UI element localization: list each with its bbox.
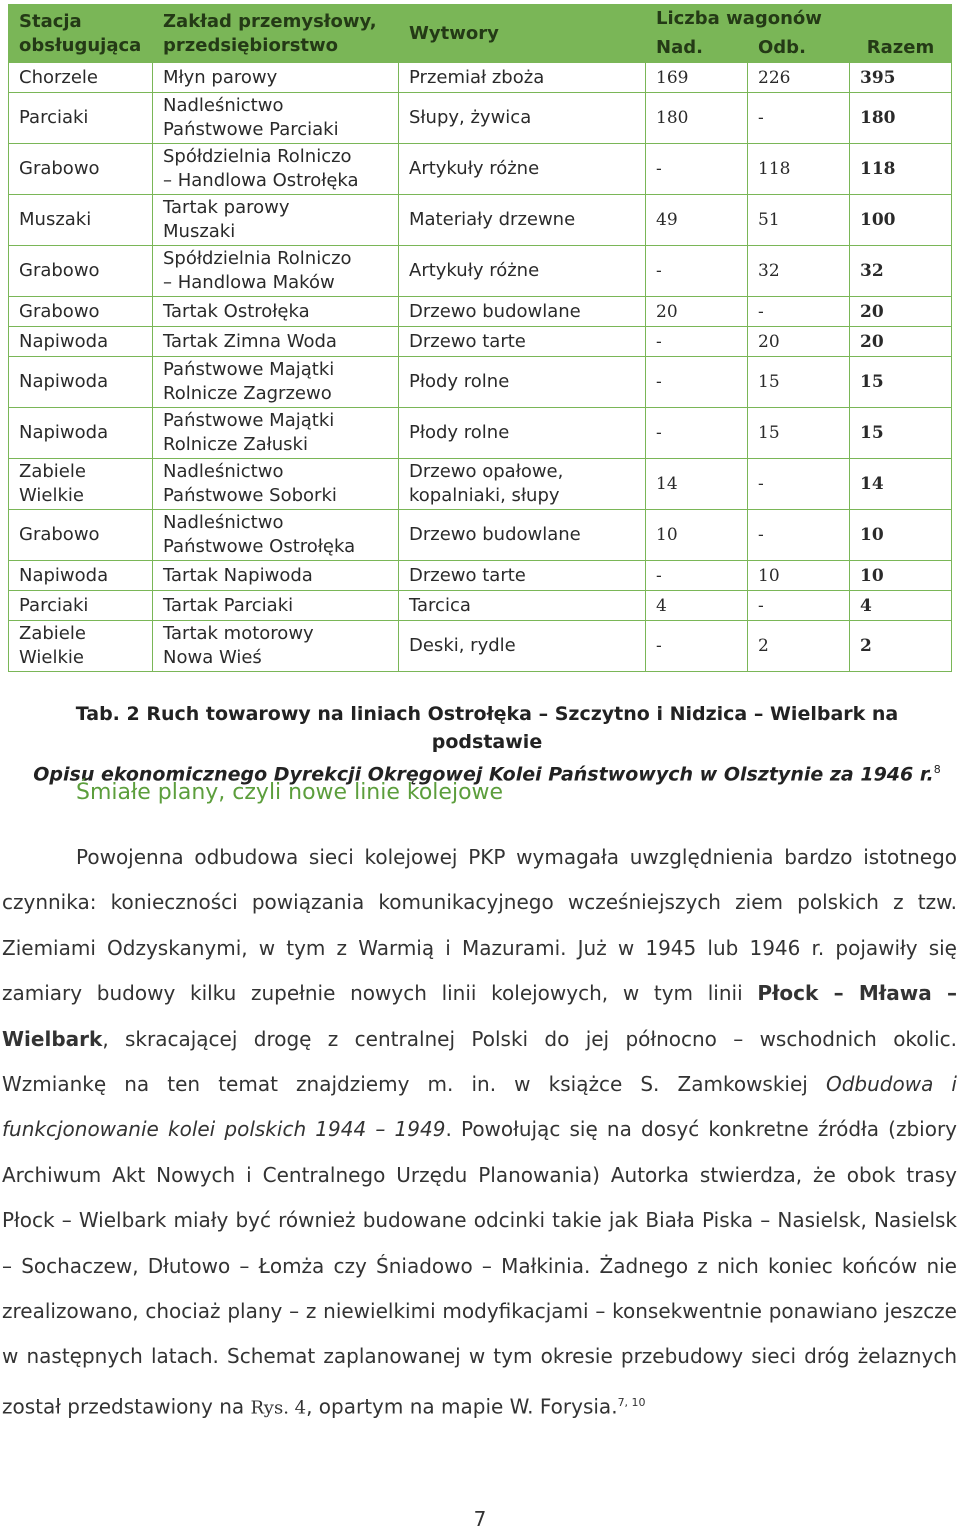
cell-total: 4 <box>850 591 952 621</box>
header-products: Wytwory <box>399 5 646 63</box>
cell-sent: 169 <box>646 63 748 93</box>
cell-sent: - <box>646 246 748 297</box>
cell-sent: - <box>646 621 748 672</box>
cell-received: 15 <box>748 357 850 408</box>
cell-total: 100 <box>850 195 952 246</box>
table-row <box>9 297 952 327</box>
cell-total: 14 <box>850 459 952 510</box>
cell-plant-line: Tartak Parciaki <box>163 594 294 616</box>
cell-received: - <box>748 297 850 327</box>
cell-station-line: Grabowo <box>19 300 100 322</box>
page-number: 7 <box>473 1507 487 1531</box>
paragraph-footnote-ref: 7, 10 <box>617 1395 646 1409</box>
cell-plant <box>153 510 399 561</box>
header-station: Stacja obsługująca <box>9 5 153 63</box>
cell-products <box>399 408 646 459</box>
cell-station <box>9 93 153 144</box>
caption-source: Opisu ekonomicznego Dyrekcji Okręgowej Kolei Państwowych w Olsztynie za 1946 r. <box>33 763 934 786</box>
cell-station <box>9 357 153 408</box>
cell-products <box>399 621 646 672</box>
cell-plant-line: Państwowe Parciaki <box>163 119 339 140</box>
cell-products-line: Artykuły różne <box>409 260 540 281</box>
cell-plant <box>153 621 399 672</box>
freight-table <box>8 4 952 672</box>
cell-plant <box>153 297 399 327</box>
cell-products-line: Przemiał zboża <box>409 66 545 88</box>
cell-sent: - <box>646 561 748 591</box>
cell-total: 10 <box>850 510 952 561</box>
cell-received: 15 <box>748 408 850 459</box>
cell-total: 15 <box>850 357 952 408</box>
cell-plant-line: – Handlowa Maków <box>163 272 335 293</box>
cell-station-line: Grabowo <box>19 524 100 545</box>
cell-station-line: Napiwoda <box>19 330 109 352</box>
cell-plant-line: Tartak Zimna Woda <box>163 330 337 352</box>
cell-station <box>9 195 153 246</box>
figure-reference: Rys. 4 <box>250 1397 307 1419</box>
cell-products-line: Drzewo opałowe, <box>409 461 564 482</box>
table-row <box>9 93 952 144</box>
table-row <box>9 357 952 408</box>
paragraph-bold-route: Płock – Mława – Wielbark <box>2 981 957 1051</box>
paragraph-text-4: , opartym na mapie W. Forysia. <box>306 1394 618 1419</box>
cell-received: 32 <box>748 246 850 297</box>
table-row <box>9 144 952 195</box>
cell-station <box>9 246 153 297</box>
cell-station-line: Wielkie <box>19 647 84 668</box>
cell-received: 51 <box>748 195 850 246</box>
cell-products <box>399 459 646 510</box>
cell-station <box>9 591 153 621</box>
cell-received: - <box>748 93 850 144</box>
cell-station-line: Wielkie <box>19 485 84 506</box>
cell-received: 20 <box>748 327 850 357</box>
cell-plant-line: Rolnicze Załuski <box>163 434 308 455</box>
cell-station <box>9 144 153 195</box>
section-title: Śmiałe plany, czyli nowe linie kolejowe <box>76 780 504 805</box>
cell-total: 15 <box>850 408 952 459</box>
cell-station-line: Muszaki <box>19 209 92 230</box>
cell-plant-line: Muszaki <box>163 221 236 242</box>
cell-plant <box>153 357 399 408</box>
cell-sent: 14 <box>646 459 748 510</box>
cell-plant-line: Rolnicze Zagrzewo <box>163 383 332 404</box>
cell-station <box>9 621 153 672</box>
cell-station-line: Chorzele <box>19 66 98 88</box>
cell-total: 32 <box>850 246 952 297</box>
cell-total: 118 <box>850 144 952 195</box>
table-row <box>9 246 952 297</box>
cell-products-line: Słupy, żywica <box>409 107 532 128</box>
cell-received: - <box>748 459 850 510</box>
paragraph-text-2: , skracającej drogę z centralnej Polski do jej północno – wschodnich okolic. Wzmiankę na ten temat znajdziemy m. in. w książce S. Zamkowskiej <box>2 1026 957 1097</box>
cell-plant-line: Spółdzielnia Rolniczo <box>163 146 352 167</box>
paragraph-text-1: Powojenna odbudowa sieci kolejowej PKP wymagała uwzględnienia bardzo istotnego czynnika: konieczności powiązania komunikacyjnego wcześniejszych ziem polskich z tzw. Ziemiami Odzyskanymi, w tym z Warmią i Mazurami. Już w 1945 lub 1946 r. pojawiły się zamiary budowy kilku zupełnie nowych linii kolejowych, w tym linii <box>2 845 957 1006</box>
cell-plant-line: Spółdzielnia Rolniczo <box>163 248 352 269</box>
cell-station <box>9 510 153 561</box>
cell-products-line: Drzewo tarte <box>409 564 526 586</box>
cell-plant <box>153 327 399 357</box>
cell-plant <box>153 459 399 510</box>
cell-sent: 49 <box>646 195 748 246</box>
cell-received: 2 <box>748 621 850 672</box>
cell-plant-line: – Handlowa Ostrołęka <box>163 170 359 191</box>
cell-plant-line: Tartak parowy <box>163 197 290 218</box>
cell-plant <box>153 63 399 93</box>
cell-station-line: Napiwoda <box>19 422 109 443</box>
cell-products <box>399 510 646 561</box>
cell-station-line: Zabiele <box>19 623 86 644</box>
cell-received: 226 <box>748 63 850 93</box>
cell-products <box>399 327 646 357</box>
cell-sent: - <box>646 144 748 195</box>
body-paragraph <box>2 835 957 1431</box>
table-row <box>9 510 952 561</box>
cell-station-line: Napiwoda <box>19 564 109 586</box>
cell-station <box>9 63 153 93</box>
cell-plant-line: Państwowe Majątki <box>163 410 335 431</box>
cell-plant <box>153 93 399 144</box>
table-row <box>9 459 952 510</box>
table-row <box>9 561 952 591</box>
cell-station <box>9 327 153 357</box>
table-row <box>9 63 952 93</box>
cell-plant-line: Nowa Wieś <box>163 647 262 668</box>
cell-plant-line: Nadleśnictwo <box>163 95 284 116</box>
cell-sent: - <box>646 327 748 357</box>
table-body <box>9 63 952 672</box>
cell-products <box>399 561 646 591</box>
cell-products-line: Płody rolne <box>409 422 510 443</box>
cell-products-line: Płody rolne <box>409 371 510 392</box>
cell-products <box>399 195 646 246</box>
cell-station-line: Parciaki <box>19 107 89 128</box>
cell-plant-line: Państwowe Soborki <box>163 485 337 506</box>
cell-station-line: Napiwoda <box>19 371 109 392</box>
cell-plant-line: Państwowe Majątki <box>163 359 335 380</box>
table-row <box>9 591 952 621</box>
header-sent: Nad. <box>646 34 748 63</box>
cell-plant-line: Tartak motorowy <box>163 623 314 644</box>
cell-station-line: Grabowo <box>19 158 100 179</box>
cell-products <box>399 93 646 144</box>
cell-products <box>399 144 646 195</box>
cell-received: - <box>748 510 850 561</box>
cell-products-line: Drzewo budowlane <box>409 524 581 545</box>
cell-plant-line: Nadleśnictwo <box>163 461 284 482</box>
table-row <box>9 621 952 672</box>
cell-sent: - <box>646 357 748 408</box>
cell-plant-line: Tartak Ostrołęka <box>163 300 310 322</box>
cell-sent: 180 <box>646 93 748 144</box>
table-caption <box>24 700 950 788</box>
cell-products-line: Materiały drzewne <box>409 209 576 230</box>
cell-station <box>9 459 153 510</box>
cell-sent: - <box>646 408 748 459</box>
cell-products <box>399 246 646 297</box>
cell-station <box>9 297 153 327</box>
cell-received: 10 <box>748 561 850 591</box>
cell-received: - <box>748 591 850 621</box>
cell-products <box>399 357 646 408</box>
cell-plant-line: Państwowe Ostrołęka <box>163 536 356 557</box>
cell-station-line: Grabowo <box>19 260 100 281</box>
cell-products-line: Drzewo tarte <box>409 330 526 352</box>
cell-total: 10 <box>850 561 952 591</box>
cell-plant <box>153 144 399 195</box>
cell-sent: 20 <box>646 297 748 327</box>
cell-plant <box>153 561 399 591</box>
cell-products <box>399 63 646 93</box>
header-total: Razem <box>850 34 952 63</box>
cell-received: 118 <box>748 144 850 195</box>
cell-plant-line: Tartak Napiwoda <box>163 564 313 586</box>
cell-total: 395 <box>850 63 952 93</box>
cell-total: 2 <box>850 621 952 672</box>
cell-plant <box>153 408 399 459</box>
cell-products-line: Tarcica <box>409 594 471 616</box>
table-row <box>9 408 952 459</box>
header-plant: Zakład przemysłowy, przedsiębiorstwo <box>153 5 399 63</box>
cell-plant <box>153 246 399 297</box>
caption-footnote-ref: 8 <box>933 763 941 776</box>
cell-plant-line: Młyn parowy <box>163 66 278 88</box>
paragraph-book-title: Odbudowa i funkcjonowanie kolei polskich 1944 – 1949 <box>2 1072 957 1142</box>
paragraph-text-3: . Powołując się na dosyć konkretne źródła (zbiory Archiwum Akt Nowych i Centralnego Urzędu Planowania) Autorka stwierdza, że obok trasy Płock – Wielbark miały być również budowane odcinki takie jak Biała Piska – Nasielsk, Nasielsk – Sochaczew, Dłutowo – Łomża czy Śniadowo – Małkinia. Żadnego z nich koniec końców nie zrealizowano, chociaż plany – z niewielkimi modyfikacjami – konsekwentnie ponawiano jeszcze w następnych latach. Schemat zaplanowanej w tym okresie przebudowy sieci dróg żelaznych został przedstawiony na <box>2 1117 957 1419</box>
header-received: Odb. <box>748 34 850 63</box>
table-row <box>9 327 952 357</box>
cell-total: 180 <box>850 93 952 144</box>
cell-products <box>399 297 646 327</box>
cell-plant <box>153 591 399 621</box>
header-wagons: Liczba wagonów <box>646 5 952 34</box>
cell-products <box>399 591 646 621</box>
caption-line-1: Tab. 2 Ruch towarowy na liniach Ostrołęka – Szczytno i Nidzica – Wielbark na podstawie <box>75 703 899 753</box>
cell-products-line: kopalniaki, słupy <box>409 485 560 506</box>
cell-station-line: Zabiele <box>19 461 86 482</box>
cell-plant <box>153 195 399 246</box>
cell-plant-line: Nadleśnictwo <box>163 512 284 533</box>
cell-total: 20 <box>850 297 952 327</box>
cell-products-line: Drzewo budowlane <box>409 300 581 322</box>
cell-station <box>9 561 153 591</box>
cell-station <box>9 408 153 459</box>
cell-total: 20 <box>850 327 952 357</box>
cell-station-line: Parciaki <box>19 594 89 616</box>
cell-products-line: Deski, rydle <box>409 635 516 656</box>
table-row <box>9 195 952 246</box>
cell-sent: 10 <box>646 510 748 561</box>
cell-products-line: Artykuły różne <box>409 158 540 179</box>
cell-sent: 4 <box>646 591 748 621</box>
